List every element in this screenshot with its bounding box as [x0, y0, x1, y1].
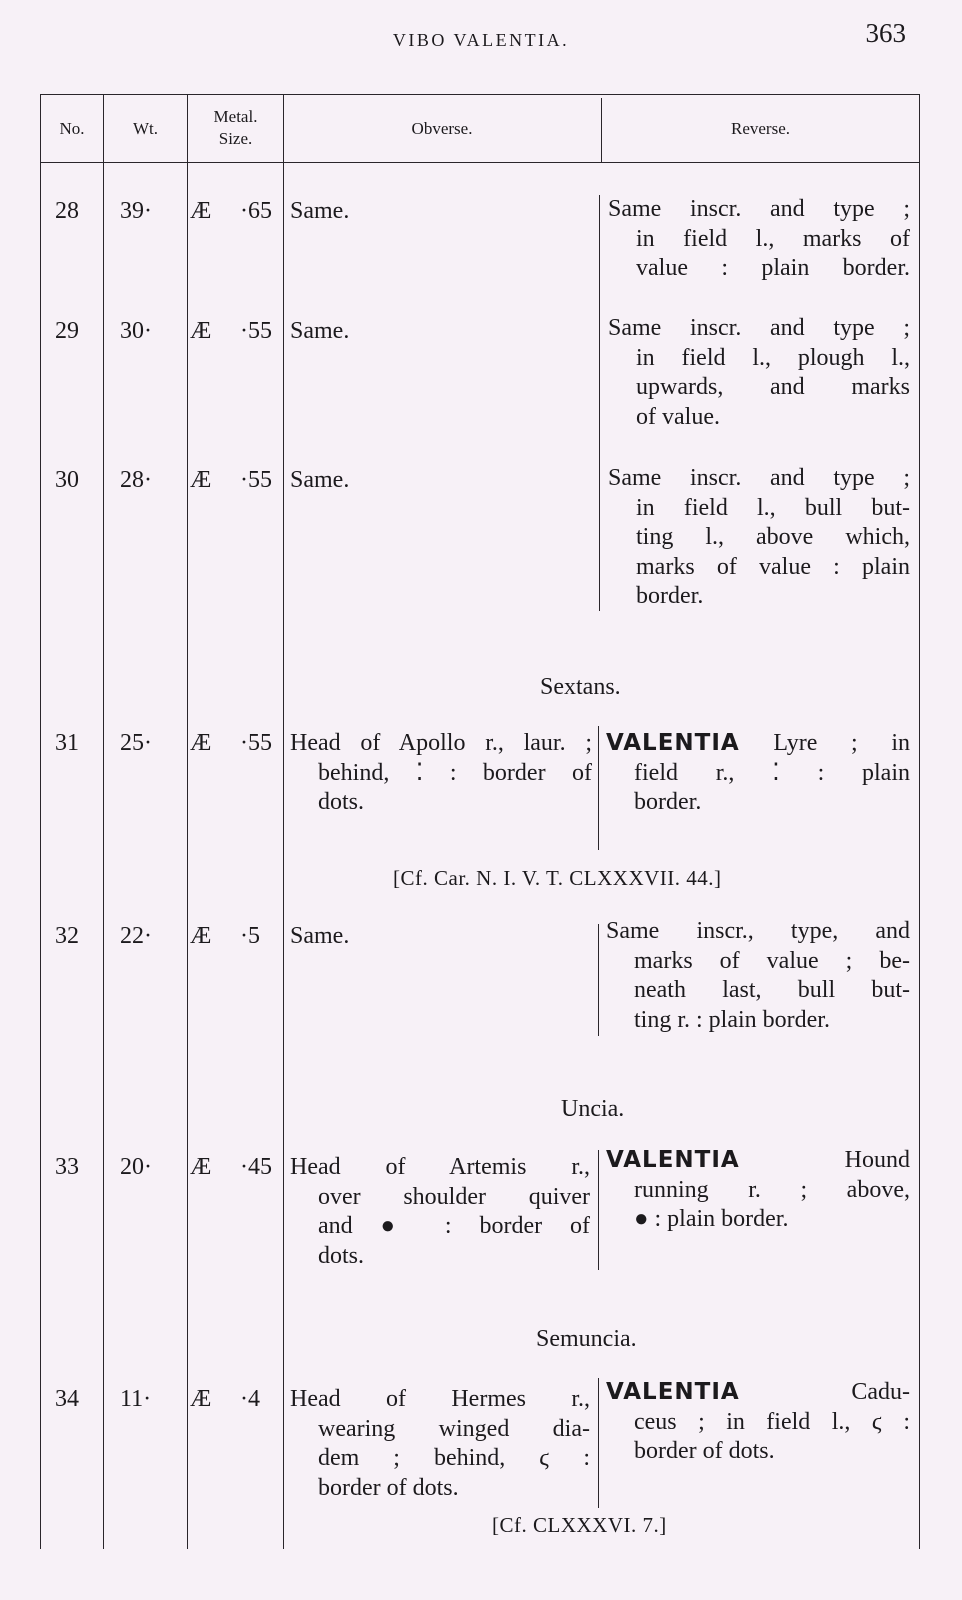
obverse-line: Same.: [290, 923, 350, 949]
reverse-line: upwards, and marks: [636, 374, 910, 400]
row-obverse: [290, 1385, 590, 1503]
row-reverse: [608, 464, 910, 612]
row-weight: 22·: [120, 923, 152, 949]
row-obverse: [290, 1153, 590, 1271]
reference-note: [Cf. Car. N. I. V. T. CLXXXVII. 44.]: [393, 866, 722, 890]
row-reverse: [606, 917, 910, 1035]
row-number: 33: [55, 1154, 79, 1180]
obverse-line: Head of Apollo r., laur. ;: [290, 730, 592, 756]
row-weight: 30·: [120, 318, 152, 344]
row-weight: 25·: [120, 730, 152, 756]
running-title: VIBO VALENTIA.: [392, 30, 570, 50]
reverse-line-with-legend: [606, 1378, 910, 1408]
reverse-legend: VALENTIA: [606, 730, 740, 756]
reverse-line: border.: [636, 583, 704, 609]
row-metal: Æ: [190, 198, 212, 224]
reverse-line-with-legend: [606, 1146, 910, 1176]
reverse-line: neath last, bull but-: [634, 977, 910, 1003]
col-divider-metal: [283, 94, 284, 1549]
row-size: ·55: [240, 467, 272, 493]
row-weight: 39·: [120, 198, 152, 224]
obverse-line: behind, ⁚ : border of: [318, 759, 592, 786]
row-number: 31: [55, 730, 79, 756]
table-top-rule: [40, 94, 920, 95]
reverse-legend: VALENTIA: [606, 1147, 740, 1173]
row-obverse: [290, 317, 590, 347]
row-size: ·55: [240, 318, 272, 344]
page-number: 363: [865, 18, 906, 48]
row-weight: 20·: [120, 1154, 152, 1180]
row-metal: Æ: [190, 318, 212, 344]
row-size: ·45: [240, 1154, 272, 1180]
row-metal: Æ: [190, 730, 212, 756]
col-header-metal: Metal.: [213, 107, 258, 126]
row-obverse: [290, 729, 592, 818]
reverse-line: value : plain border.: [636, 255, 910, 281]
row-number: 34: [55, 1386, 79, 1412]
row-metal: Æ: [190, 1386, 212, 1412]
col-header-obverse: Obverse.: [411, 119, 473, 138]
reverse-line-with-legend: [606, 729, 910, 759]
reverse-line: border.: [634, 789, 702, 815]
reverse-line: ting l., above which,: [636, 524, 910, 550]
reverse-line: Lyre ; in: [773, 730, 910, 756]
obverse-line: Same.: [290, 467, 350, 493]
reverse-line: Same inscr., type, and: [606, 918, 910, 944]
row-number: 29: [55, 318, 79, 344]
obverse-line: dem ; behind, ϛ :: [318, 1445, 590, 1471]
reverse-line: marks of value : plain: [636, 553, 910, 580]
table-right-border: [919, 94, 920, 1549]
col-divider-no: [103, 94, 104, 1549]
row-weight: 11·: [120, 1386, 152, 1412]
obv-rev-divider: [598, 1150, 599, 1270]
obverse-line: border of dots.: [318, 1474, 459, 1501]
row-size: ·55: [240, 730, 272, 756]
row-size: ·65: [240, 198, 272, 224]
obv-rev-divider: [599, 195, 600, 611]
col-divider-wt: [187, 94, 188, 1549]
row-reverse: [606, 729, 910, 818]
reverse-line: Cadu-: [851, 1379, 910, 1405]
row-reverse: [606, 1146, 910, 1235]
obv-rev-divider: [598, 924, 599, 1036]
col-header-reverse: Reverse.: [730, 119, 790, 138]
reverse-line: in field l., marks of: [636, 225, 910, 252]
section-heading: Uncia.: [561, 1096, 625, 1122]
obv-rev-divider: [598, 1378, 599, 1508]
reverse-line: Same inscr. and type ;: [608, 196, 910, 222]
obverse-line: over shoulder quiver: [318, 1183, 590, 1210]
reverse-legend: VALENTIA: [606, 1379, 740, 1405]
reverse-line: field r., ⁚ : plain: [634, 759, 910, 786]
col-header-wt: Wt.: [132, 119, 159, 138]
obverse-line: wearing winged dia-: [318, 1415, 590, 1442]
reverse-line: Same inscr. and type ;: [608, 465, 910, 491]
reverse-line: ceus ; in field l., ϛ :: [634, 1408, 910, 1435]
table-header-rule: [40, 162, 920, 163]
reverse-line: marks of value ; be-: [634, 947, 910, 974]
obverse-line: Same.: [290, 198, 350, 224]
reverse-line: border of dots.: [634, 1438, 775, 1464]
obverse-line: Head of Hermes r.,: [290, 1386, 590, 1412]
obv-rev-divider: [598, 726, 599, 850]
reverse-line: in field l., bull but-: [636, 494, 910, 521]
reverse-line: of value.: [636, 403, 720, 430]
reverse-line: Same inscr. and type ;: [608, 315, 910, 341]
row-metal: Æ: [190, 1154, 212, 1180]
row-obverse: [290, 922, 590, 952]
col-header-size: Size.: [218, 129, 253, 148]
row-metal: Æ: [190, 923, 212, 949]
row-number: 30: [55, 467, 79, 493]
row-reverse: [606, 1378, 910, 1467]
row-reverse: [608, 314, 910, 432]
row-number: 28: [55, 198, 79, 224]
row-size: ·5: [240, 923, 260, 949]
reverse-line: ● : plain border.: [634, 1206, 789, 1232]
row-weight: 28·: [120, 467, 152, 493]
reverse-line: in field l., plough l.,: [636, 344, 910, 371]
row-number: 32: [55, 923, 79, 949]
section-heading: Semuncia.: [536, 1326, 637, 1352]
reverse-line: running r. ; above,: [634, 1176, 910, 1203]
section-heading: Sextans.: [540, 674, 621, 700]
reverse-line: ting r. : plain border.: [634, 1006, 830, 1033]
col-header-no: No.: [59, 119, 85, 138]
reference-note: [Cf. CLXXXVI. 7.]: [492, 1513, 667, 1537]
obverse-line: dots.: [318, 789, 365, 815]
row-obverse: [290, 466, 590, 496]
row-metal: Æ: [190, 467, 212, 493]
reverse-line: Hound: [844, 1147, 910, 1173]
row-reverse: [608, 195, 910, 284]
obverse-line: Same.: [290, 318, 350, 344]
row-obverse: [290, 197, 590, 227]
obverse-line: dots.: [318, 1242, 365, 1269]
table-left-border: [40, 94, 41, 1549]
obverse-line: Head of Artemis r.,: [290, 1154, 590, 1180]
row-size: ·4: [240, 1386, 260, 1412]
obverse-line: and ● : border of: [318, 1213, 590, 1239]
